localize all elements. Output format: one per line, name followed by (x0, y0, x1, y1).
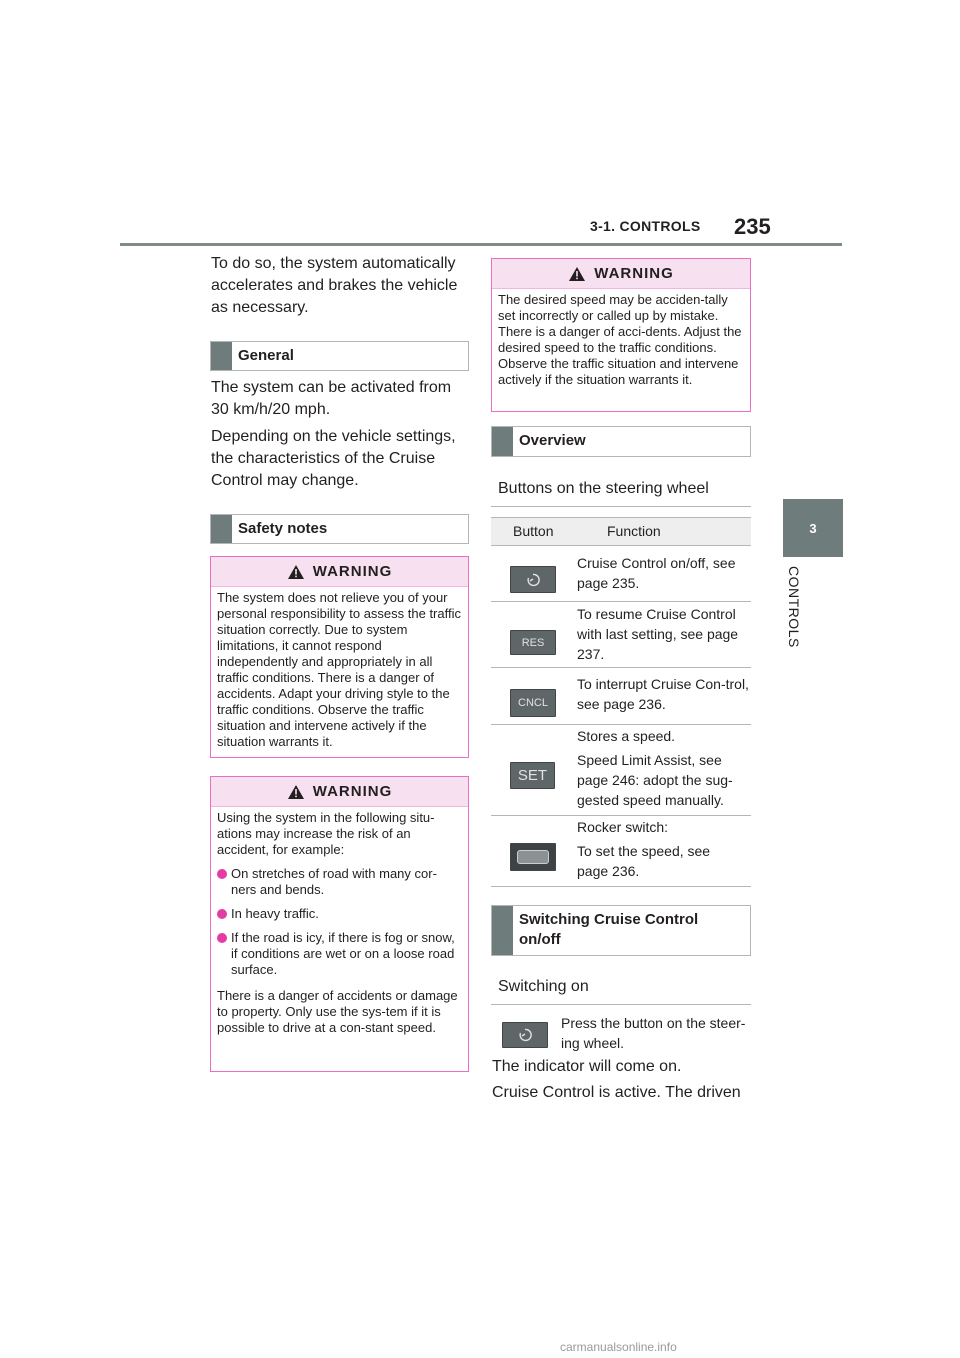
general-paragraph-1: The system can be activated from 30 km/h/20 mph. (211, 379, 452, 418)
chapter-label: CONTROLS (786, 566, 802, 648)
function-text: Cruise Control on/off, see page 235. (577, 555, 736, 591)
function-text: Stores a speed. (577, 728, 676, 744)
warning-text: The system does not relieve you of your personal responsibility to assess the traffic situation correctly. Due to system limitations, it cannot respond independently and appropriately in all traffic conditions. There is a danger of accidents. Adapt your driving style to the traffic conditions. Observe the traffic situation and intervene actively if the situation warrants it. (217, 590, 461, 749)
function-text: Rocker switch: (577, 819, 669, 835)
table-row (491, 668, 751, 725)
bullet-icon (217, 869, 227, 879)
warning-title: WARNING (312, 783, 393, 800)
warning-title: WARNING (312, 563, 393, 580)
button-label: SET (517, 767, 548, 784)
warning-triangle-icon (287, 784, 305, 800)
safety-heading (210, 514, 469, 544)
column-header-button: Button (513, 523, 554, 539)
watermark: carmanualsonline.info (560, 1340, 677, 1354)
heading-bar (492, 427, 513, 456)
warning-triangle-icon (287, 564, 305, 580)
warning-header (492, 259, 750, 289)
overview-heading (491, 426, 751, 457)
function-text: To interrupt Cruise Con-trol, see page 236. (577, 676, 749, 712)
table-row (491, 725, 751, 816)
bullet-text: On stretches of road with many cor-ners and bends. (231, 866, 437, 897)
function-text: To set the speed, see page 236. (577, 843, 711, 879)
bullet-icon (217, 933, 227, 943)
section-title: 3-1. CONTROLS (590, 218, 701, 234)
button-label: RES (521, 636, 545, 649)
switching-on-subheading: Switching on (491, 972, 751, 1005)
indicator-paragraph: The indicator will come on. (492, 1058, 682, 1075)
bullet-icon (217, 909, 227, 919)
function-text: To resume Cruise Control with last setting, see page 237. (577, 606, 739, 662)
list-item (217, 930, 462, 978)
warning-box-3 (491, 258, 751, 412)
table-row (491, 816, 751, 887)
cncl-button-icon (510, 689, 556, 717)
chapter-tab[interactable] (783, 499, 843, 557)
warning-title: WARNING (594, 265, 674, 282)
warning-box-1 (210, 556, 469, 758)
list-item (217, 866, 462, 898)
warning-box-2 (210, 776, 469, 1072)
rocker-switch-icon (510, 843, 556, 871)
buttons-subheading: Buttons on the steering wheel (491, 474, 751, 507)
page-number: 235 (734, 214, 771, 239)
table-row (491, 546, 751, 602)
res-button-icon (510, 630, 556, 655)
general-heading (210, 341, 469, 371)
button-label: CNCL (518, 697, 548, 709)
column-header-function: Function (607, 523, 661, 539)
press-button-text: Press the button on the steer-ing wheel. (561, 1015, 746, 1051)
general-heading-text: General (238, 347, 294, 364)
warning-text: The desired speed may be acciden-tally set incorrectly or called up by mistake. There is a danger of acci-dents. Adjust the desired speed to the traffic conditions. Observe the traffic situation and intervene actively if the situation warrants it. (498, 292, 742, 387)
header-rule (120, 243, 842, 246)
warning-intro: Using the system in the following situ-ations may increase the risk of an accident, for example: (217, 810, 435, 857)
heading-bar (211, 515, 232, 543)
warning-header (211, 777, 468, 807)
switching-heading-text: Switching Cruise Control on/off (519, 911, 699, 948)
warning-triangle-icon (568, 266, 586, 282)
table-header (491, 517, 751, 546)
cruise-control-button-icon (510, 566, 556, 593)
intro-paragraph: To do so, the system automatically accelerates and brakes the vehicle as necessary. (211, 255, 458, 316)
bullet-text: In heavy traffic. (231, 906, 319, 921)
heading-bar (492, 906, 513, 955)
overview-heading-text: Overview (519, 432, 586, 449)
general-paragraph-2: Depending on the vehicle settings, the characteristics of the Cruise Control may change. (211, 428, 456, 489)
cruise-control-button-icon (502, 1022, 548, 1048)
function-text: Speed Limit Assist, see page 246: adopt the sug-gested speed manually. (577, 752, 733, 808)
table-row (491, 602, 751, 668)
list-item (217, 906, 462, 922)
heading-bar (211, 342, 232, 370)
safety-heading-text: Safety notes (238, 520, 328, 537)
active-paragraph: Cruise Control is active. The driven (492, 1084, 741, 1101)
warning-header (211, 557, 468, 587)
set-button-icon (510, 762, 555, 789)
chapter-number: 3 (809, 520, 817, 536)
switching-heading (491, 905, 751, 956)
bullet-text: If the road is icy, if there is fog or snow, if conditions are wet or on a loose road surface. (231, 930, 455, 977)
warning-outro: There is a danger of accidents or damage to property. Only use the sys-tem if it is possible to drive at a con-stant speed. (217, 988, 458, 1035)
